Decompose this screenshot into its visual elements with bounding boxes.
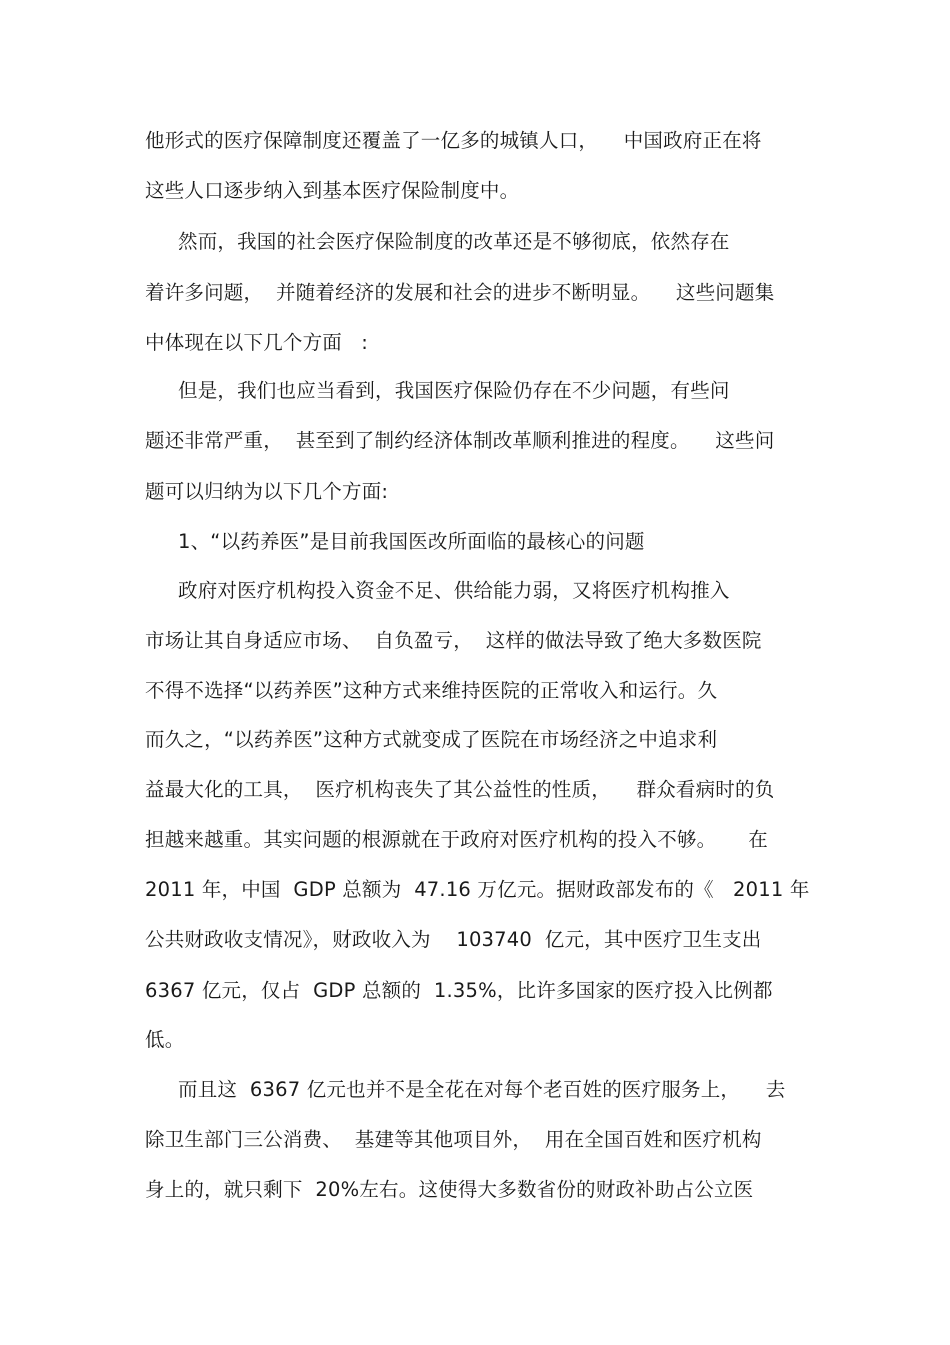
text-line: 低。 (145, 1028, 185, 1051)
text-line: 然而，我国的社会医疗保险制度的改革还是不够彻底，依然存在 (178, 230, 730, 253)
text-line: 而久之，“以药养医”这种方式就变成了医院在市场经济之中追求利 (145, 728, 718, 751)
text-line: 除卫生部门三公消费、 基建等其他项目外， 用在全国百姓和医疗机构 (145, 1128, 762, 1151)
text-line: 他形式的医疗保障制度还覆盖了一亿多的城镇人口， 中国政府正在将 (145, 129, 762, 152)
text-line: 1、“以药养医”是目前我国医改所面临的最核心的问题 (178, 530, 645, 553)
text-line: 6367 亿元，仅占 GDP 总额的 1.35%，比许多国家的医疗投入比例都 (145, 979, 773, 1002)
text-line: 政府对医疗机构投入资金不足、供给能力弱，又将医疗机构推入 (178, 579, 730, 602)
text-line: 市场让其自身适应市场、 自负盈亏， 这样的做法导致了绝大多数医院 (145, 629, 762, 652)
text-line: 而且这 6367 亿元也并不是全花在对每个老百姓的医疗服务上， 去 (178, 1078, 786, 1101)
text-line: 公共财政收支情况》，财政收入为 103740 亿元，其中医疗卫生支出 (145, 928, 762, 951)
text-line: 但是，我们也应当看到，我国医疗保险仍存在不少问题，有些问 (178, 379, 730, 402)
text-line: 着许多问题， 并随着经济的发展和社会的进步不断明显。 这些问题集 (145, 281, 775, 304)
text-line: 题还非常严重， 甚至到了制约经济体制改革顺利推进的程度。 这些问 (145, 429, 775, 452)
text-line: 中体现在以下几个方面 : (145, 331, 368, 354)
text-line: 担越来越重。其实问题的根源就在于政府对医疗机构的投入不够。 在 (145, 828, 768, 851)
text-line: 这些人口逐步纳入到基本医疗保险制度中。 (145, 179, 520, 202)
text-line: 不得不选择“以药养医”这种方式来维持医院的正常收入和运行。久 (145, 679, 718, 702)
text-line: 身上的，就只剩下 20%左右。这使得大多数省份的财政补助占公立医 (145, 1178, 754, 1201)
text-line: 益最大化的工具， 医疗机构丧失了其公益性的性质， 群众看病时的负 (145, 778, 775, 801)
text-line: 题可以归纳为以下几个方面: (145, 480, 389, 503)
text-line: 2011 年，中国 GDP 总额为 47.16 万亿元。据财政部发布的《 2011 年 (145, 878, 810, 901)
